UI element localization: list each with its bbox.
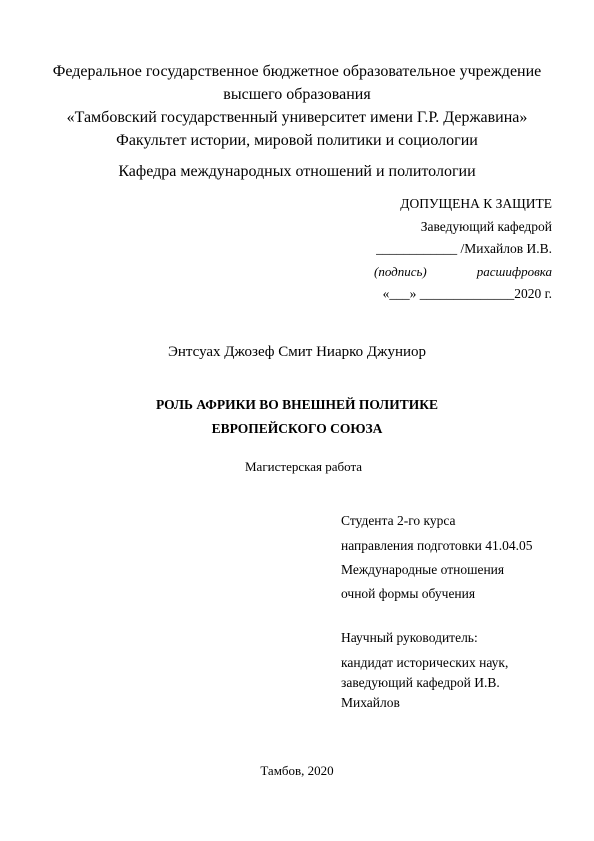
approval-date-line: «___» ______________2020 г. xyxy=(382,286,552,301)
work-type: Магистерская работа xyxy=(245,459,363,474)
supervisor-line-3: Михайлов xyxy=(341,695,400,710)
decode-label: расшифровка xyxy=(476,264,552,279)
author-name: Энтсуах Джозеф Смит Ниарко Джуниор xyxy=(167,344,427,360)
student-line-3: Международные отношения xyxy=(341,562,505,577)
approval-signature-line: ____________ /Михайлов И.В. xyxy=(376,241,552,256)
student-line-2: направления подготовки 41.04.05 xyxy=(341,538,533,553)
city-year: Тамбов, 2020 xyxy=(260,763,334,778)
student-line-4: очной формы обучения xyxy=(341,586,476,601)
approval-title: ДОПУЩЕНА К ЗАЩИТЕ xyxy=(400,196,552,211)
thesis-title-line-2: ЕВРОПЕЙСКОГО СОЮЗА xyxy=(211,421,383,436)
sign-label: (подпись) xyxy=(374,264,427,279)
thesis-title-line-1: РОЛЬ АФРИКИ ВО ВНЕШНЕЙ ПОЛИТИКЕ xyxy=(155,397,439,412)
supervisor-line-1: кандидат исторических наук, xyxy=(341,655,509,670)
approval-position: Заведующий кафедрой xyxy=(420,219,552,234)
department-name: Кафедра международных отношений и политологии xyxy=(118,163,476,180)
institution-line-1: Федеральное государственное бюджетное образовательное учреждение xyxy=(52,63,542,80)
supervisor-line-2: заведующий кафедрой И.В. xyxy=(341,675,500,690)
supervisor-label: Научный руководитель: xyxy=(341,630,478,645)
student-line-1: Студента 2-го курса xyxy=(341,513,456,528)
institution-line-2: высшего образования xyxy=(223,86,371,103)
faculty-name: Факультет истории, мировой политики и социологии xyxy=(116,132,478,149)
university-name: «Тамбовский государственный университет имени Г.Р. Державина» xyxy=(66,109,528,126)
